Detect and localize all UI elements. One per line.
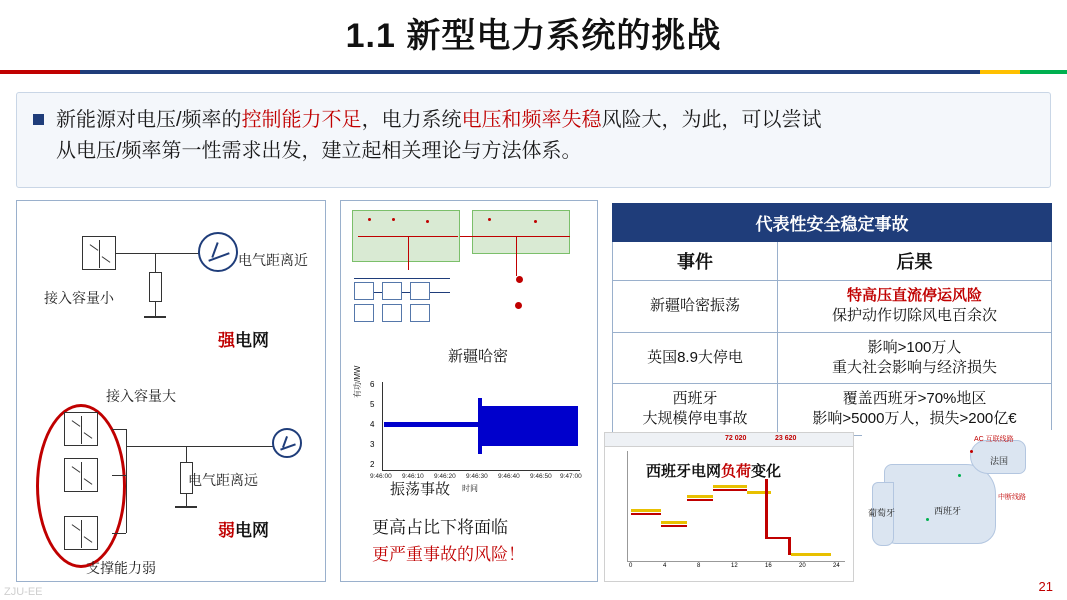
line-conv3 [112,533,126,534]
cell-result-2-line2: 重大社会影响与经济损失 [831,358,997,376]
converter-symbol-1 [64,412,98,446]
label-small-capacity: 接入容量小 [44,290,114,306]
map-legend-title: AC 互联线路 [974,436,1014,443]
cell-result-3 [778,384,1052,436]
line-bottom-ground [186,494,187,506]
chart-x-tick-1: 9:46:10 [402,473,424,480]
bullet-square-icon [33,114,44,125]
spain-x-tick-3: 12 [731,563,738,569]
table-header-row [613,204,1052,242]
page-title: 1.1 新型电力系统的挑战 [345,17,722,55]
bullet-text-part2: ，电力系统 [361,109,462,131]
wave-segment-oscillating [480,406,578,446]
table-row [613,384,1052,436]
chart-y-tick-5: 5 [370,400,375,409]
cell-event-2: 英国8.9大停电 [613,332,778,384]
cell-result-1-red: 特高压直流停运风险 [846,287,982,304]
chart-y-tick-4: 4 [370,420,375,429]
cell-event-3-line2: 大规模停电事故 [642,410,748,428]
spain-chart-title-b: 变化 [751,463,782,480]
converter-symbol-3 [64,516,98,550]
cell-result-1 [778,281,1052,333]
cell-result-2-line1: 影响>100万人 [867,338,962,356]
label-electric-distance-far: 电气距离远 [188,472,258,488]
mid-footer-line2: 更严重事故的风险！ [372,545,525,564]
page-number: 21 [1038,579,1053,594]
spain-chart-title-a: 西班牙电网 [646,463,722,480]
iberia-map [862,430,1054,582]
wave-spike [478,398,482,454]
chart-badge-2: 23 620 [775,435,797,442]
bus-vertical [126,429,127,533]
converter-symbol-top [82,236,116,270]
spain-x-tick-0: 0 [629,563,633,569]
wave-segment-flat [384,422,480,427]
hami-grid-schematic [348,206,590,326]
spain-x-tick-2: 8 [697,563,701,569]
chart-x-tick-4: 9:46:40 [498,473,520,480]
caption-oscillation: 振荡事故 [390,481,451,498]
cell-event-3 [613,384,778,436]
cell-result-1-plain: 保护动作切除风电百余次 [831,307,997,325]
spain-chart-title-red: 负荷 [721,463,752,480]
line-top-main [116,253,206,254]
chart-x-label: 时间 [462,484,478,493]
map-label-france: 法国 [990,456,1009,466]
summary-callout [16,92,1051,188]
line-conv2 [112,475,126,476]
chart-x-tick-2: 9:46:20 [434,473,456,480]
cell-result-2 [778,332,1052,384]
line-bottom-main [126,446,286,447]
table-row [613,332,1052,384]
grid-source-symbol-top [198,232,238,272]
cell-result-3-line1: 覆盖西班牙>70%地区 [842,390,987,407]
label-electric-distance-near: 电气距离近 [238,252,308,268]
mid-footer-line1: 更高占比下将面临 [372,518,508,537]
spain-x-tick-5: 20 [799,563,806,569]
spain-chart-title [646,460,781,481]
label-strong-grid: 强电网 [218,331,269,350]
chart-badge-1: 72 020 [725,435,747,442]
label-weak-grid: 弱电网 [218,521,269,540]
line-top-ground [155,302,156,316]
bullet-text [56,105,822,167]
impedance-symbol-top [149,272,162,302]
converter-symbol-2 [64,458,98,492]
chart-x-tick-5: 9:46:50 [530,473,552,480]
caption-hami: 新疆哈密 [448,348,509,365]
watermark: ZJU-EE [4,586,43,598]
chart-y-tick-3: 3 [370,440,375,449]
cell-result-3-line2: 影响>5000万人，损失>200亿€ [812,410,1017,428]
map-label-spain: 西班牙 [934,506,962,516]
chart-x-axis [382,470,580,471]
chart-y-tick-2: 2 [370,460,375,469]
bullet-highlight-1: 控制能力不足 [241,109,362,131]
oscillation-chart [350,365,588,496]
column-header-event: 事件 [613,242,778,281]
ground-symbol-top [144,316,166,318]
chart-x-tick-0: 9:46:00 [370,473,392,480]
label-weak-support: 支撑能力弱 [86,560,156,576]
spain-chart-x-axis [627,561,845,562]
table-row [613,281,1052,333]
table-main-header: 代表性安全稳定事故 [613,204,1052,242]
spain-x-tick-6: 24 [833,563,840,569]
cell-event-1: 新疆哈密振荡 [613,281,778,333]
spain-x-tick-4: 16 [765,563,772,569]
table-column-row [613,242,1052,281]
chart-y-tick-6: 6 [370,380,375,389]
cell-event-3-line1: 西班牙 [672,390,718,407]
bullet-text-line2: 从电压/频率第一性需求出发，建立起相关理论与方法体系。 [56,140,582,162]
chart-y-label: 有功/MW [353,365,362,398]
label-large-capacity: 接入容量大 [106,388,176,404]
column-header-result: 后果 [778,242,1052,281]
title-divider [0,68,1067,78]
bullet-text-part1: 新能源对电压/频率的 [56,109,242,131]
incidents-table [612,203,1052,436]
spain-x-tick-1: 4 [663,563,667,569]
chart-x-tick-6: 9:47:00 [560,473,582,480]
map-label-portugal: 葡萄牙 [868,508,896,518]
line-conv1 [112,429,126,430]
chart-x-tick-3: 9:46:30 [466,473,488,480]
map-note-red: 中断线路 [998,494,1026,501]
bullet-text-part3: 风险大，为此，可以尝试 [601,109,822,131]
spain-load-chart [604,432,854,582]
chart-y-axis [382,382,383,470]
grid-source-symbol-bottom [272,428,302,458]
ground-symbol-bottom [175,506,197,508]
spain-chart-y-axis [627,451,628,561]
bullet-highlight-2: 电压和频率失稳 [461,109,602,131]
